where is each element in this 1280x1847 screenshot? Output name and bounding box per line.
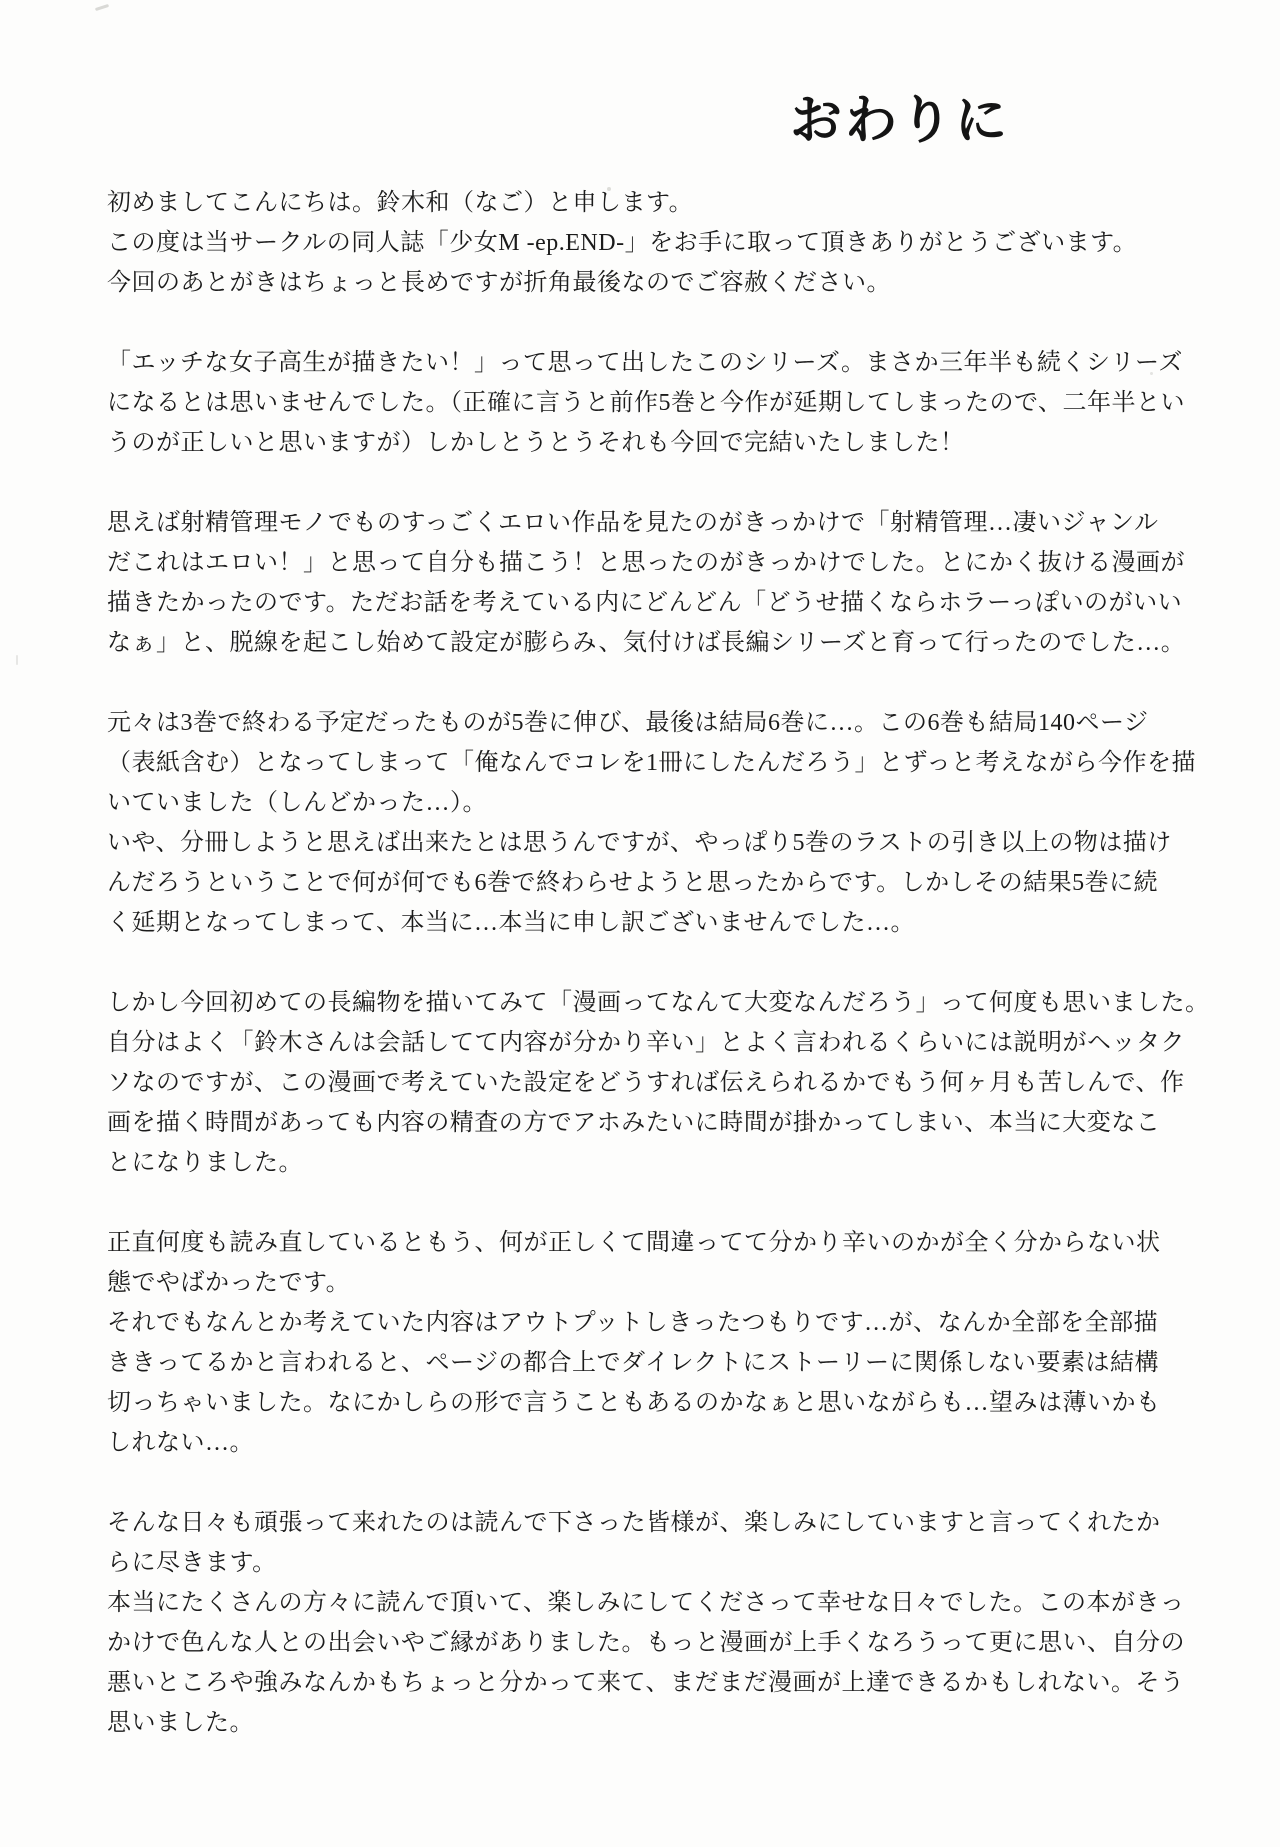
text-line: 切っちゃいました。なにかしらの形で言うこともあるのかなぁと思いながらも…望みは薄いかも [107, 1390, 1161, 1416]
text-line: 思えば射精管理モノでものすっごくエロい作品を見たのがきっかけで「射精管理…凄いジャンル [107, 510, 1159, 536]
text-line: く延期となってしまって、本当に…本当に申し訳ございませんでした…。 [107, 910, 916, 936]
scan-speck [1150, 372, 1153, 375]
text-line: しれない…。 [107, 1430, 254, 1456]
text-line: ソなのですが、この漫画で考えていた設定をどうすれば伝えられるかでもう何ヶ月も苦しんで、作 [107, 1070, 1185, 1096]
text-line: 本当にたくさんの方々に読んで頂いて、楽しみにしてくださって幸せな日々でした。この本がきっ [107, 1590, 1185, 1616]
text-line: 描きたかったのです。ただお話を考えている内にどんどん「どうせ描くならホラーっぽいのがいい [107, 590, 1183, 616]
text-line: 元々は3巻で終わる予定だったものが5巻に伸び、最後は結局6巻に…。この6巻も結局140ページ [107, 710, 1149, 736]
paragraph-difficulty [107, 983, 1210, 1183]
paragraph-origin [107, 503, 1197, 663]
scan-speck [607, 187, 611, 191]
text-line: になるとは思いませんでした。（正確に言うと前作5巻と今作が延期してしまったので、二年半とい [107, 390, 1186, 416]
text-line: 「エッチな女子高生が描きたい！」って思って出したこのシリーズ。まさか三年半も続くシリーズ [107, 350, 1183, 376]
page-title: おわりに [789, 92, 1010, 150]
text-line: そんな日々も頑張って来れたのは読んで下さった皆様が、楽しみにしていますと言ってくれたか [107, 1510, 1161, 1536]
text-line: うのが正しいと思いますが）しかしとうとうそれも今回で完結いたしました！ [107, 430, 965, 456]
text-line: 正直何度も読み直しているともう、何が正しくて間違ってて分かり辛いのかが全く分からない状 [107, 1230, 1161, 1256]
text-line: なぁ」と、脱線を起こし始めて設定が膨らみ、気付けば長編シリーズと育って行ったのでした…。 [107, 630, 1186, 656]
paragraph-rereading [107, 1223, 1197, 1463]
paragraph-volume-count [107, 703, 1197, 943]
text-line: （表紙含む）となってしまって「俺なんでコレを1冊にしたんだろう」とずっと考えながら今作を描 [107, 750, 1197, 776]
paragraph-thanks [107, 1503, 1197, 1743]
scan-speck [95, 4, 109, 11]
text-line: らに尽きます。 [107, 1550, 277, 1576]
text-line: んだろうということで何が何でも6巻で終わらせようと思ったからです。しかしその結果5巻に続 [107, 870, 1159, 896]
text-line: 今回のあとがきはちょっと長めですが折角最後なのでご容赦ください。 [107, 270, 891, 296]
text-line: 悪いところや強みなんかもちょっと分かって来て、まだまだ漫画が上達できるかもしれない。そう [107, 1670, 1185, 1696]
text-line: それでもなんとか考えていた内容はアウトプットしきったつもりです…が、なんか全部を全部描 [107, 1310, 1159, 1336]
text-line: 自分はよく「鈴木さんは会話してて内容が分かり辛い」とよく言われるくらいには説明がヘッタク [107, 1030, 1185, 1056]
text-line: ききってるかと言われると、ページの都合上でダイレクトにストーリーに関係しない要素は結構 [107, 1350, 1160, 1376]
text-line: しかし今回初めての長編物を描いてみて「漫画ってなんて大変なんだろう」って何度も思いました。 [107, 990, 1210, 1016]
text-line: だこれはエロい！」と思って自分も描こう！と思ったのがきっかけでした。とにかく抜ける漫画が [107, 550, 1185, 576]
text-line: この度は当サークルの同人誌「少女M -ep.END-」をお手に取って頂きありがとうございます。 [107, 230, 1138, 256]
paragraph-series-history [107, 343, 1197, 463]
text-line: 思いました。 [107, 1710, 254, 1736]
text-line: かけで色んな人との出会いやご縁がありました。もっと漫画が上手くなろうって更に思い、自分の [107, 1630, 1185, 1656]
text-line: 画を描く時間があっても内容の精査の方でアホみたいに時間が掛かってしまい、本当に大変なこ [107, 1110, 1161, 1136]
scan-speck [16, 655, 18, 665]
afterword-text [107, 183, 1210, 1743]
text-line: 態でやばかったです。 [107, 1270, 351, 1296]
text-line: とになりました。 [107, 1150, 303, 1176]
paragraph-greeting [107, 183, 1197, 303]
text-line: いていました（しんどかった…）。 [107, 790, 487, 816]
text-line: いや、分冊しようと思えば出来たとは思うんですが、やっぱり5巻のラストの引き以上の物は描け [107, 830, 1172, 856]
text-line: 初めましてこんにちは。鈴木和（なご）と申します。 [107, 190, 694, 216]
